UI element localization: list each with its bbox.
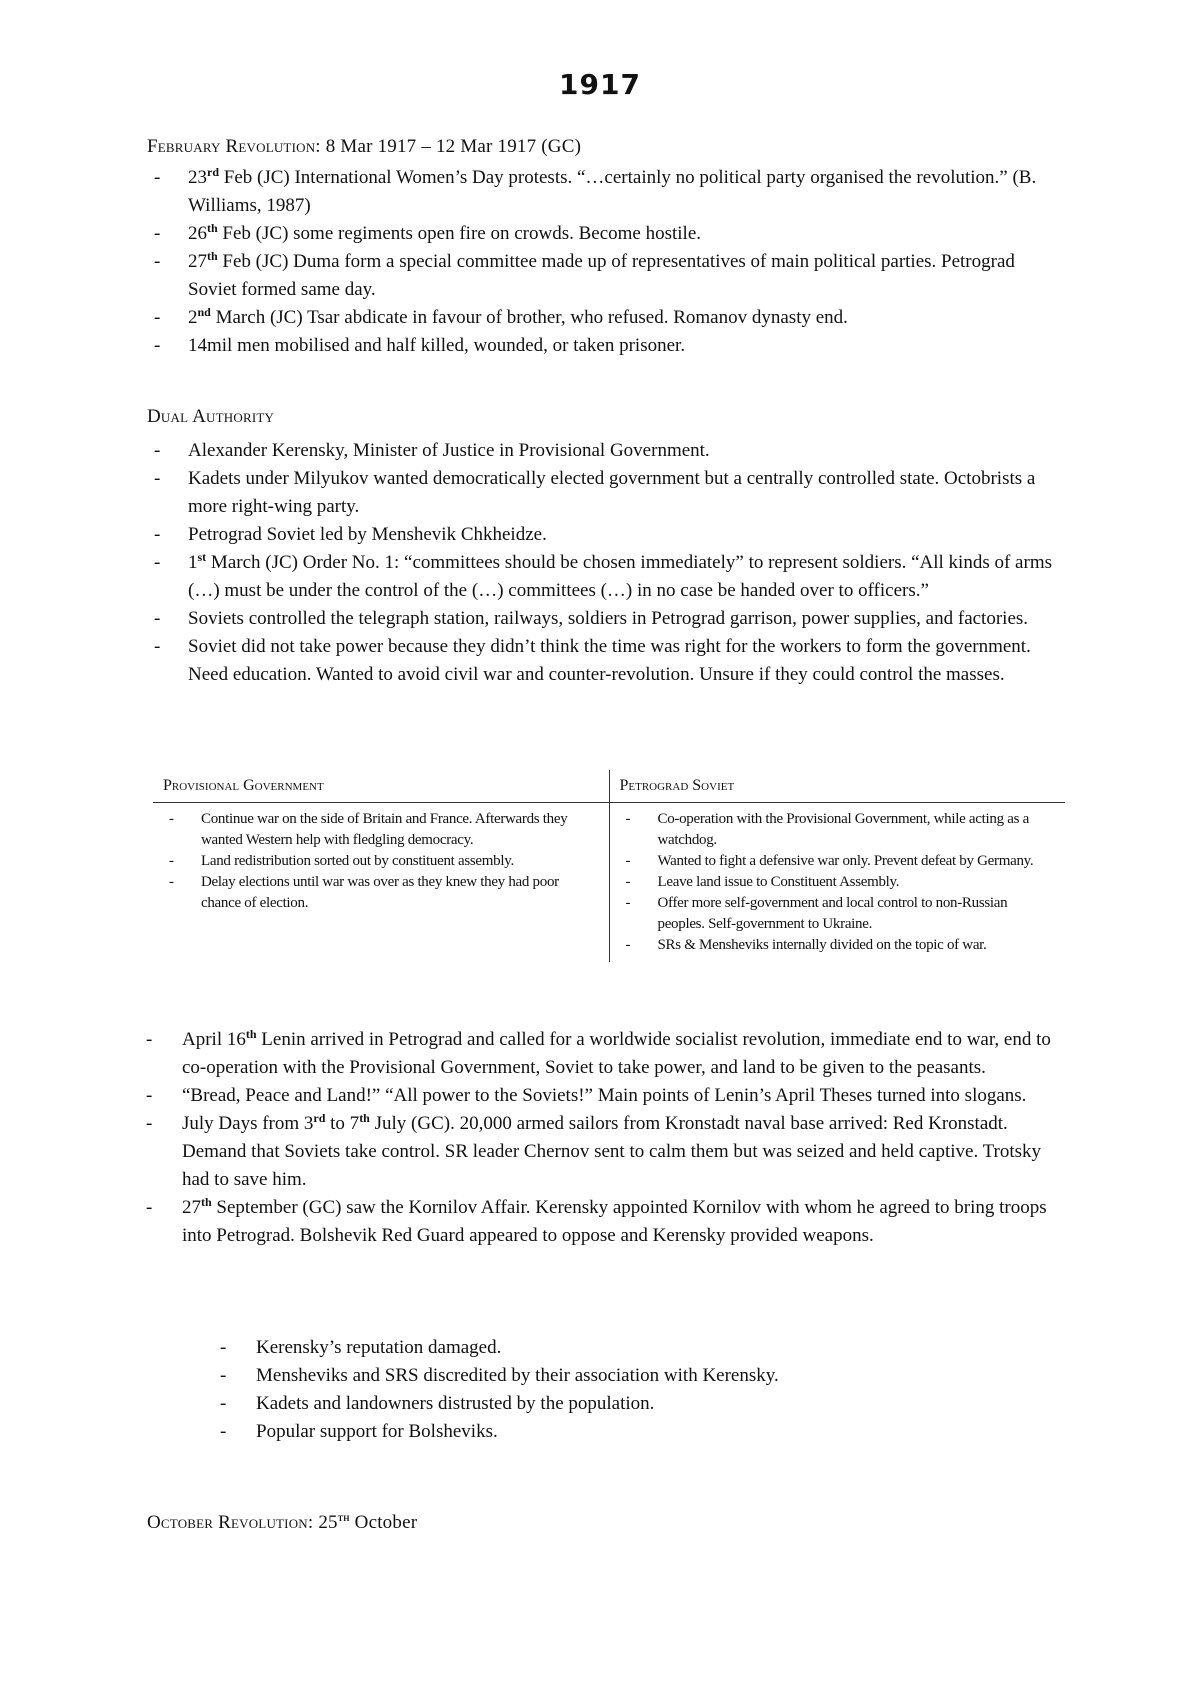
february-heading-caps: February Revolution: <box>147 136 321 157</box>
october-heading-caps: October Revolution: <box>147 1512 314 1533</box>
provisional-government-header: Provisional Government <box>153 770 609 803</box>
list-item: - Land redistribution sorted out by constituent assembly. <box>201 851 599 872</box>
list-item: - Mensheviks and SRS discredited by their association with Kerensky. <box>256 1362 956 1390</box>
list-item: - Continue war on the side of Britain and France. Afterwards they wanted Western help with fledgling democracy. <box>201 809 599 851</box>
list-item: - Wanted to fight a defensive war only. Prevent defeat by Germany. <box>658 851 1056 872</box>
list-item: - Kadets and landowners distrusted by the population. <box>256 1390 956 1418</box>
list-item: - April 16th Lenin arrived in Petrograd and called for a worldwide socialist revolution, immediate end to war, end to co-operation with the Provisional Government, Soviet to take power, and land to be given to the peasants. <box>182 1026 1062 1082</box>
list-item: - 27th September (GC) saw the Kornilov Affair. Kerensky appointed Kornilov with whom he agreed to bring troops into Petrograd. Bolshevik Red Guard appeared to oppose and Kerensky provided weapons. <box>182 1194 1062 1250</box>
february-list <box>188 164 1068 360</box>
list-item: - 23rd Feb (JC) International Women’s Day protests. “…certainly no political party organised the revolution.” (B. Williams, 1987) <box>188 164 1068 220</box>
comparison-table <box>153 770 1065 962</box>
list-item: - 26th Feb (JC) some regiments open fire on crowds. Become hostile. <box>188 220 1068 248</box>
table-header-row <box>153 770 1065 803</box>
events-list <box>182 1026 1062 1250</box>
list-item: - 2nd March (JC) Tsar abdicate in favour of brother, who refused. Romanov dynasty end. <box>188 304 1068 332</box>
petrograd-soviet-cell <box>609 803 1065 963</box>
list-item: - Petrograd Soviet led by Menshevik Chkheidze. <box>188 521 1068 549</box>
provisional-government-cell <box>153 803 609 963</box>
kornilov-consequences-list <box>256 1334 956 1446</box>
list-item: - 14mil men mobilised and half killed, wounded, or taken prisoner. <box>188 332 1068 360</box>
list-item: - Offer more self-government and local control to non-Russian peoples. Self-government to Ukraine. <box>658 893 1056 935</box>
table-row <box>153 803 1065 963</box>
petrograd-soviet-header: Petrograd Soviet <box>609 770 1065 803</box>
list-item: - July Days from 3rd to 7th July (GC). 20,000 armed sailors from Kronstadt naval base arrived: Red Kronstadt. Demand that Soviets take control. SR leader Chernov sent to calm them but was seized and held captive. Trotsky had to save him. <box>182 1110 1062 1194</box>
page-title: 1917 <box>559 68 641 101</box>
dual-authority-list <box>188 437 1068 689</box>
list-item: - Alexander Kerensky, Minister of Justice in Provisional Government. <box>188 437 1068 465</box>
list-item: - Co-operation with the Provisional Government, while acting as a watchdog. <box>658 809 1056 851</box>
list-item: - Kadets under Milyukov wanted democratically elected government but a centrally controlled state. Octobrists a more right-wing party. <box>188 465 1068 521</box>
list-item: - Soviets controlled the telegraph station, railways, soldiers in Petrograd garrison, power supplies, and factories. <box>188 605 1068 633</box>
list-item: - SRs & Mensheviks internally divided on the topic of war. <box>658 935 1056 956</box>
petrograd-soviet-list <box>620 809 1056 956</box>
list-item: - 27th Feb (JC) Duma form a special committee made up of representatives of main political parties. Petrograd Soviet formed same day. <box>188 248 1068 304</box>
february-heading-dates: 8 Mar 1917 – 12 Mar 1917 (GC) <box>320 136 582 157</box>
list-item: - “Bread, Peace and Land!” “All power to the Soviets!” Main points of Lenin’s April Theses turned into slogans. <box>182 1082 1062 1110</box>
dual-authority-heading: Dual Authority <box>147 406 275 427</box>
february-heading <box>147 136 581 158</box>
provisional-government-list <box>163 809 599 914</box>
list-item: - 1st March (JC) Order No. 1: “committees should be chosen immediately” to represent soldiers. “All kinds of arms (…) must be under the control of the (…) committees (…) in no case be handed over to officers.” <box>188 549 1068 605</box>
list-item: - Kerensky’s reputation damaged. <box>256 1334 956 1362</box>
list-item: - Delay elections until war was over as they knew they had poor chance of election. <box>201 872 599 914</box>
october-heading: October Revolution: 25th October <box>147 1510 418 1533</box>
list-item: - Soviet did not take power because they didn’t think the time was right for the workers to form the government. Need education. Wanted to avoid civil war and counter-revolution. Unsure if they could control the masses. <box>188 633 1068 689</box>
list-item: - Popular support for Bolsheviks. <box>256 1418 956 1446</box>
list-item: - Leave land issue to Constituent Assembly. <box>658 872 1056 893</box>
